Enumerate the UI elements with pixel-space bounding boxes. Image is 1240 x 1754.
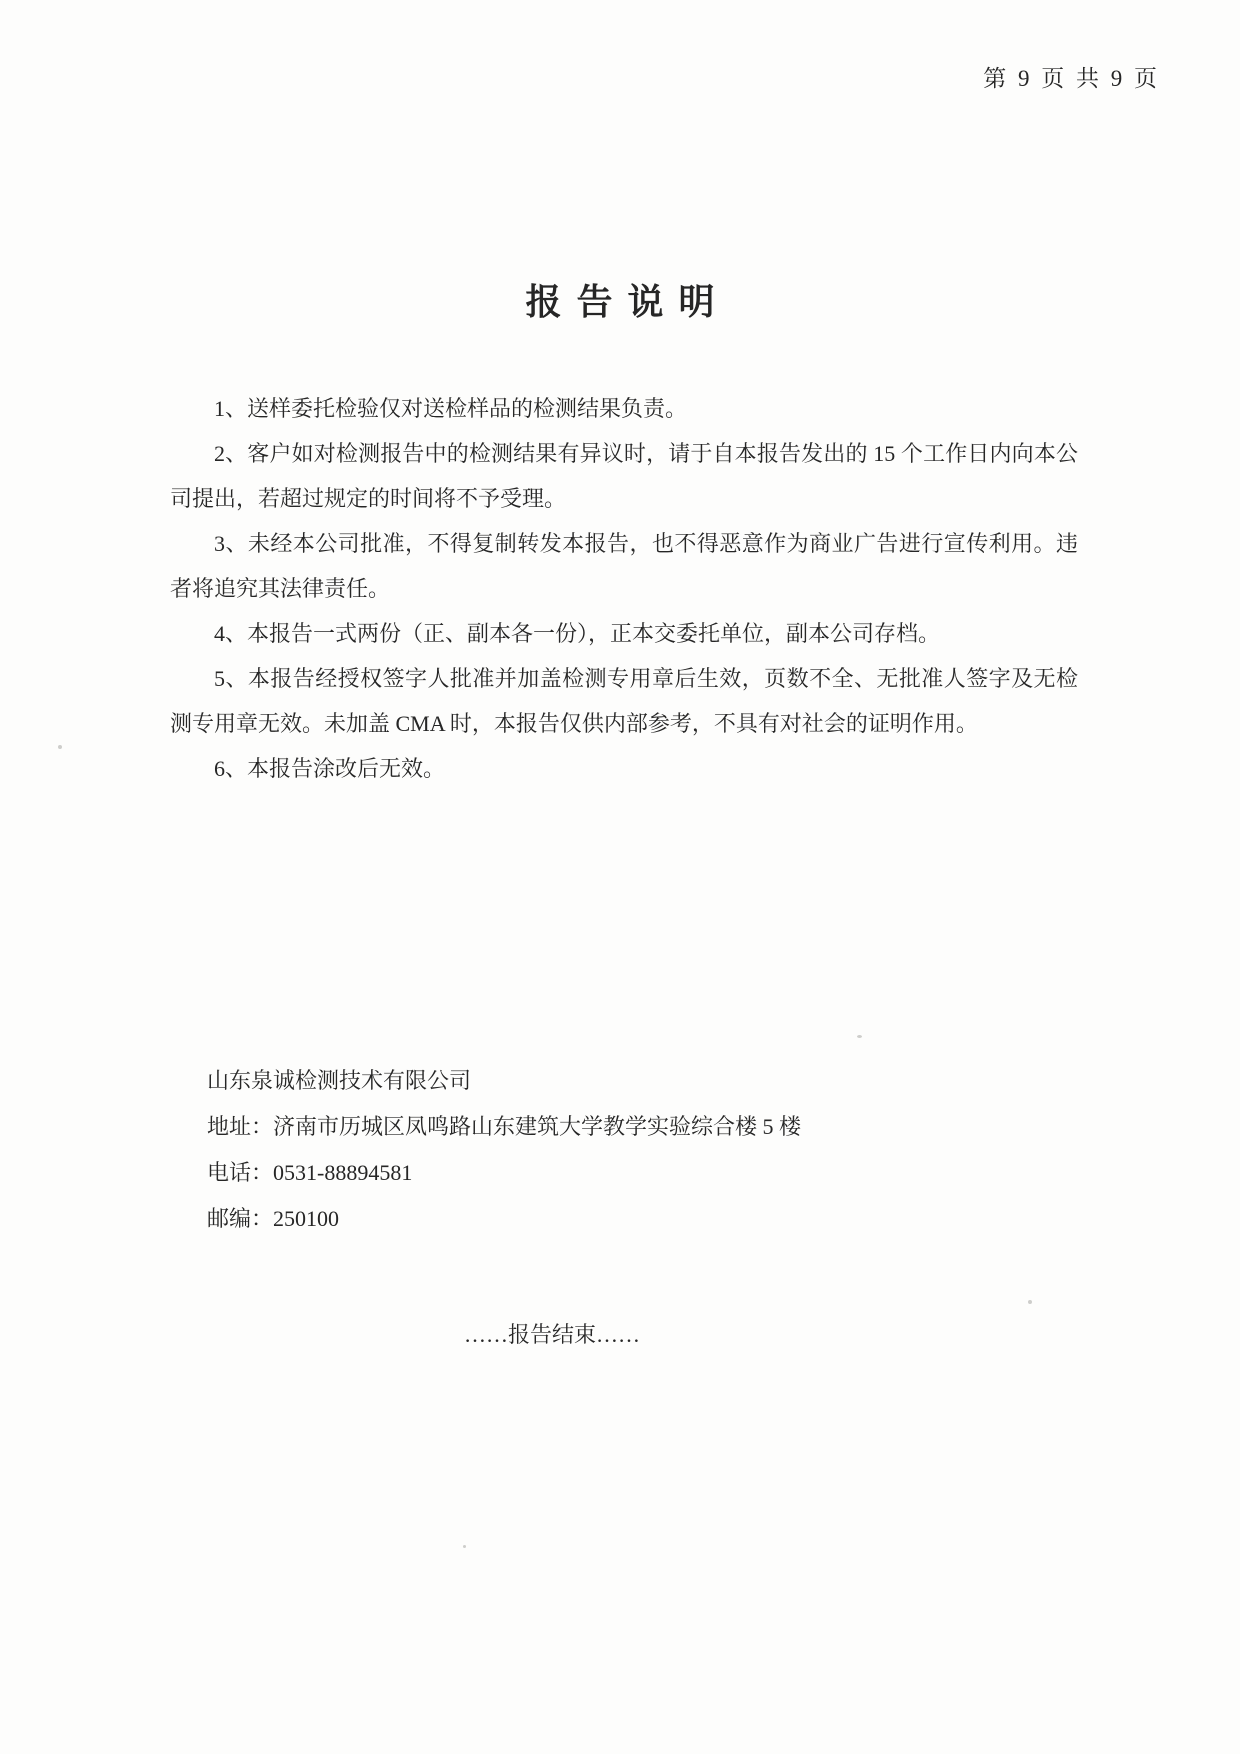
company-address-label: 地址： <box>207 1114 274 1139</box>
page-title: 报告说明 <box>525 282 730 323</box>
scan-speck <box>58 745 62 749</box>
company-postal <box>207 1196 801 1242</box>
page-number: 第 9 页 共 9 页 <box>983 66 1160 91</box>
company-postal-label: 邮编： <box>207 1206 274 1231</box>
company-phone-value: 0531-88894581 <box>273 1160 413 1185</box>
company-name: 山东泉诚检测技术有限公司 <box>207 1068 472 1093</box>
report-note-3: 3、未经本公司批准，不得复制转发本报告，也不得恶意作为商业广告进行宣传利用。违者将追究其法律责任。 <box>170 531 1078 601</box>
report-note-5: 5、本报告经授权签字人批准并加盖检测专用章后生效，页数不全、无批准人签字及无检测专用章无效。未加盖 CMA 时，本报告仅供内部参考，不具有对社会的证明作用。 <box>170 666 1078 736</box>
report-note-6: 6、本报告涂改后无效。 <box>214 756 446 781</box>
company-phone <box>207 1150 801 1196</box>
scan-speck <box>463 1545 466 1548</box>
company-address-value: 济南市历城区凤鸣路山东建筑大学教学实验综合楼 5 楼 <box>273 1114 802 1139</box>
scan-speck <box>1028 1300 1032 1304</box>
report-note-2: 2、客户如对检测报告中的检测结果有异议时，请于自本报告发出的 15 个工作日内向本公司提出，若超过规定的时间将不予受理。 <box>170 441 1078 511</box>
company-postal-value: 250100 <box>273 1206 340 1231</box>
report-notes-section <box>170 386 1078 791</box>
company-phone-label: 电话： <box>207 1160 274 1185</box>
scan-speck <box>857 1035 862 1038</box>
report-end-marker: ……报告结束…… <box>463 1322 640 1347</box>
report-note-4: 4、本报告一式两份（正、副本各一份），正本交委托单位，副本公司存档。 <box>214 621 941 646</box>
company-address <box>207 1104 801 1150</box>
company-info-block <box>207 1058 801 1242</box>
report-note-1: 1、送样委托检验仅对送检样品的检测结果负责。 <box>214 396 688 421</box>
